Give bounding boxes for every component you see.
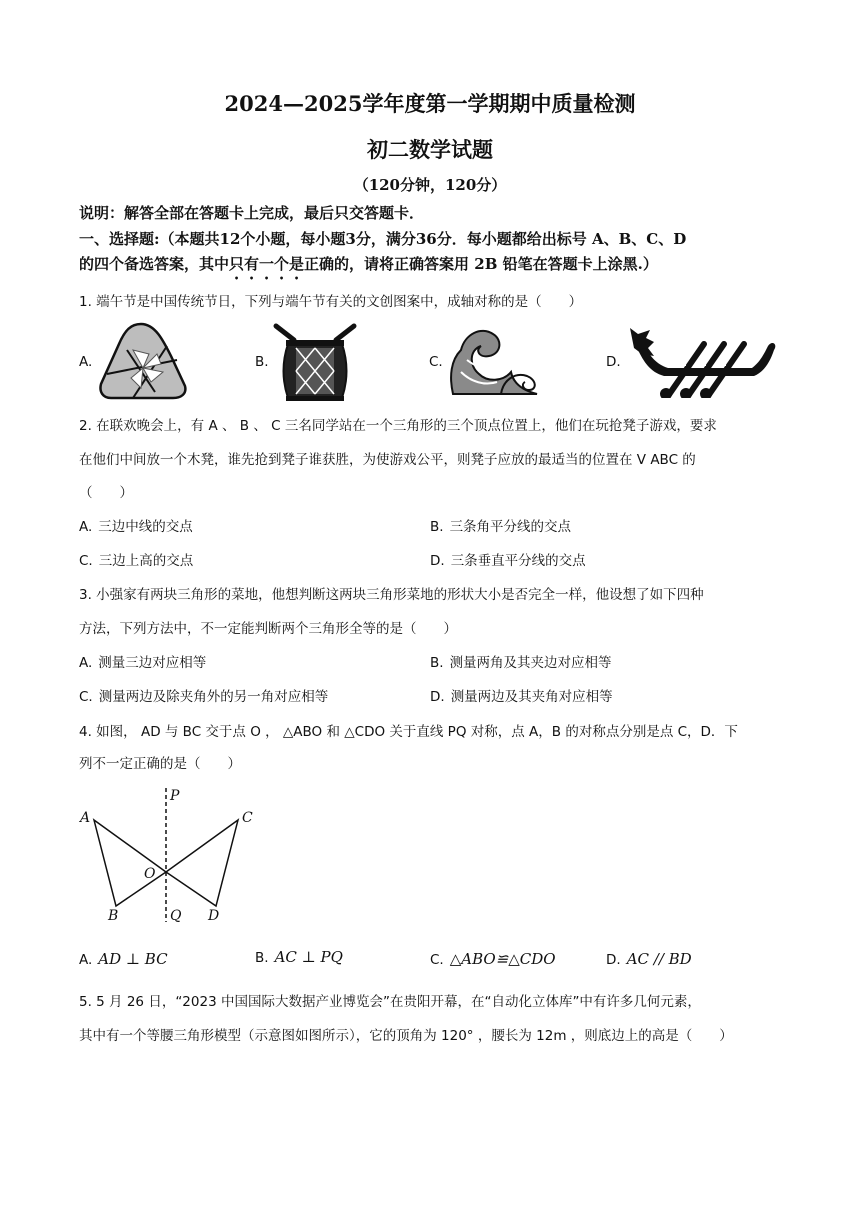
q2-option-d-label: D. bbox=[430, 553, 445, 569]
q2-stem-line1: 2. 在联欢晚会上，有 A 、 B 、 C 三名同学站在一个三角形的三个顶点位置上，他们在玩抢凳子游戏，要求 bbox=[79, 418, 717, 434]
exam-title: 2024—2025学年度第一学期期中质量检测 bbox=[224, 91, 636, 116]
label-o: O bbox=[144, 866, 156, 882]
q3-option-c-text: 测量两边及除夹角外的另一角对应相等 bbox=[98, 689, 329, 705]
label-c: C bbox=[242, 810, 253, 826]
q4-option-d-text: AC // BD bbox=[626, 950, 692, 968]
q1-option-a-label: A. bbox=[79, 354, 93, 370]
q3-option-b bbox=[430, 651, 612, 671]
q2-option-a-label: A. bbox=[79, 519, 93, 535]
q3-option-d bbox=[430, 685, 613, 705]
q4-stem-line2: 列不一定正确的是（ ） bbox=[79, 756, 241, 772]
q2-option-c-label: C. bbox=[79, 553, 93, 569]
q4-figure bbox=[76, 782, 266, 930]
q2-option-c-text: 三边上高的交点 bbox=[98, 553, 194, 569]
q4-stem-line1: 4. 如图， AD 与 BC 交于点 O ， △ABO 和 △CDO 关于直线 PQ 对称，点 A，B 的对称点分别是点 C，D．下 bbox=[79, 724, 738, 740]
q3-option-b-label: B. bbox=[430, 655, 444, 671]
q2-option-a bbox=[79, 515, 193, 535]
q2-stem-line3: （ ） bbox=[79, 485, 133, 501]
zongzi-icon bbox=[97, 320, 189, 400]
triangle-abo bbox=[94, 820, 166, 906]
section-1-text-a: 的四个备选答案，其中 bbox=[79, 255, 230, 273]
section-1-emphasis: 只有一个是 bbox=[229, 255, 305, 273]
q2-option-d-text: 三条垂直平分线的交点 bbox=[450, 553, 586, 569]
q2-option-d bbox=[430, 549, 586, 569]
label-b: B bbox=[108, 908, 119, 924]
q4-option-b-label: B. bbox=[255, 950, 269, 966]
label-a: A bbox=[80, 810, 91, 826]
q4-option-a bbox=[79, 950, 168, 968]
exam-subtitle: 初二数学试题 bbox=[367, 137, 493, 162]
q3-stem-line1: 3. 小强家有两块三角形的菜地，他想判断这两块三角形菜地的形状大小是否完全一样，他设想了如下四种 bbox=[79, 587, 704, 603]
q1-stem: 1. 端午节是中国传统节日，下列与端午节有关的文创图案中，成轴对称的是（ ） bbox=[79, 294, 583, 310]
q3-option-d-label: D. bbox=[430, 689, 445, 705]
q4-option-c bbox=[430, 950, 556, 968]
section-1-text-b: 正确的，请将正确答案用 2B 铅笔在答题卡上涂黑.） bbox=[304, 255, 658, 273]
q2-option-c bbox=[79, 549, 193, 569]
q2-option-a-text: 三边中线的交点 bbox=[98, 519, 193, 535]
q3-option-b-text: 测量两角及其夹边对应相等 bbox=[449, 655, 612, 671]
q5-stem-line2: 其中有一个等腰三角形模型（示意图如图所示），它的顶角为 120° ，腰长为 12m ，则底边上的高是（ ） bbox=[79, 1028, 733, 1044]
exam-time-score: （120分钟，120分） bbox=[353, 176, 507, 194]
label-d: D bbox=[208, 908, 220, 924]
q3-stem-line2: 方法，下列方法中，不一定能判断两个三角形全等的是（ ） bbox=[79, 621, 457, 637]
q1-option-b-label: B. bbox=[255, 354, 269, 370]
q2-stem-line2: 在他们中间放一个木凳，谁先抢到凳子谁获胜，为使游戏公平，则凳子应放的最适当的位置在 V ABC 的 bbox=[79, 452, 696, 468]
q4-option-a-label: A. bbox=[79, 952, 93, 968]
q4-option-d bbox=[606, 950, 692, 968]
drum-icon bbox=[272, 322, 358, 402]
q2-option-b bbox=[430, 515, 571, 535]
q4-option-c-text: △ABO≌△CDO bbox=[449, 950, 556, 968]
dragon-boat-icon bbox=[624, 322, 780, 398]
q1-option-c-label: C. bbox=[429, 354, 443, 370]
q4-option-c-label: C. bbox=[430, 952, 444, 968]
q4-option-a-text: AD ⊥ BC bbox=[98, 950, 168, 968]
q2-option-b-text: 三条角平分线的交点 bbox=[449, 519, 572, 535]
label-q: Q bbox=[170, 908, 182, 924]
q3-option-a bbox=[79, 651, 206, 671]
q5-stem-line1: 5. 5 月 26 日，“2023 中国国际大数据产业博览会”在贵阳开幕，在“自动化立体库”中有许多几何元素， bbox=[79, 994, 701, 1010]
exam-instructions: 说明：解答全部在答题卡上完成，最后只交答题卡． bbox=[79, 204, 425, 222]
q3-option-c-label: C. bbox=[79, 689, 93, 705]
wave-icon bbox=[447, 320, 543, 400]
q3-option-c bbox=[79, 685, 328, 705]
label-p: P bbox=[170, 788, 180, 804]
q3-option-a-label: A. bbox=[79, 655, 93, 671]
section-1-heading-cont bbox=[79, 253, 658, 283]
triangle-cdo bbox=[166, 820, 238, 906]
q1-option-d-label: D. bbox=[606, 354, 621, 370]
q4-option-b bbox=[255, 948, 343, 966]
q4-option-d-label: D. bbox=[606, 952, 621, 968]
q3-option-d-text: 测量两边及其夹角对应相等 bbox=[450, 689, 613, 705]
q2-option-b-label: B. bbox=[430, 519, 444, 535]
q4-option-b-text: AC ⊥ PQ bbox=[274, 948, 343, 966]
q3-option-a-text: 测量三边对应相等 bbox=[98, 655, 207, 671]
section-1-heading: 一、选择题:（本题共12个小题，每小题3分，满分36分．每小题都给出标号 A、B、C、D bbox=[79, 230, 687, 248]
